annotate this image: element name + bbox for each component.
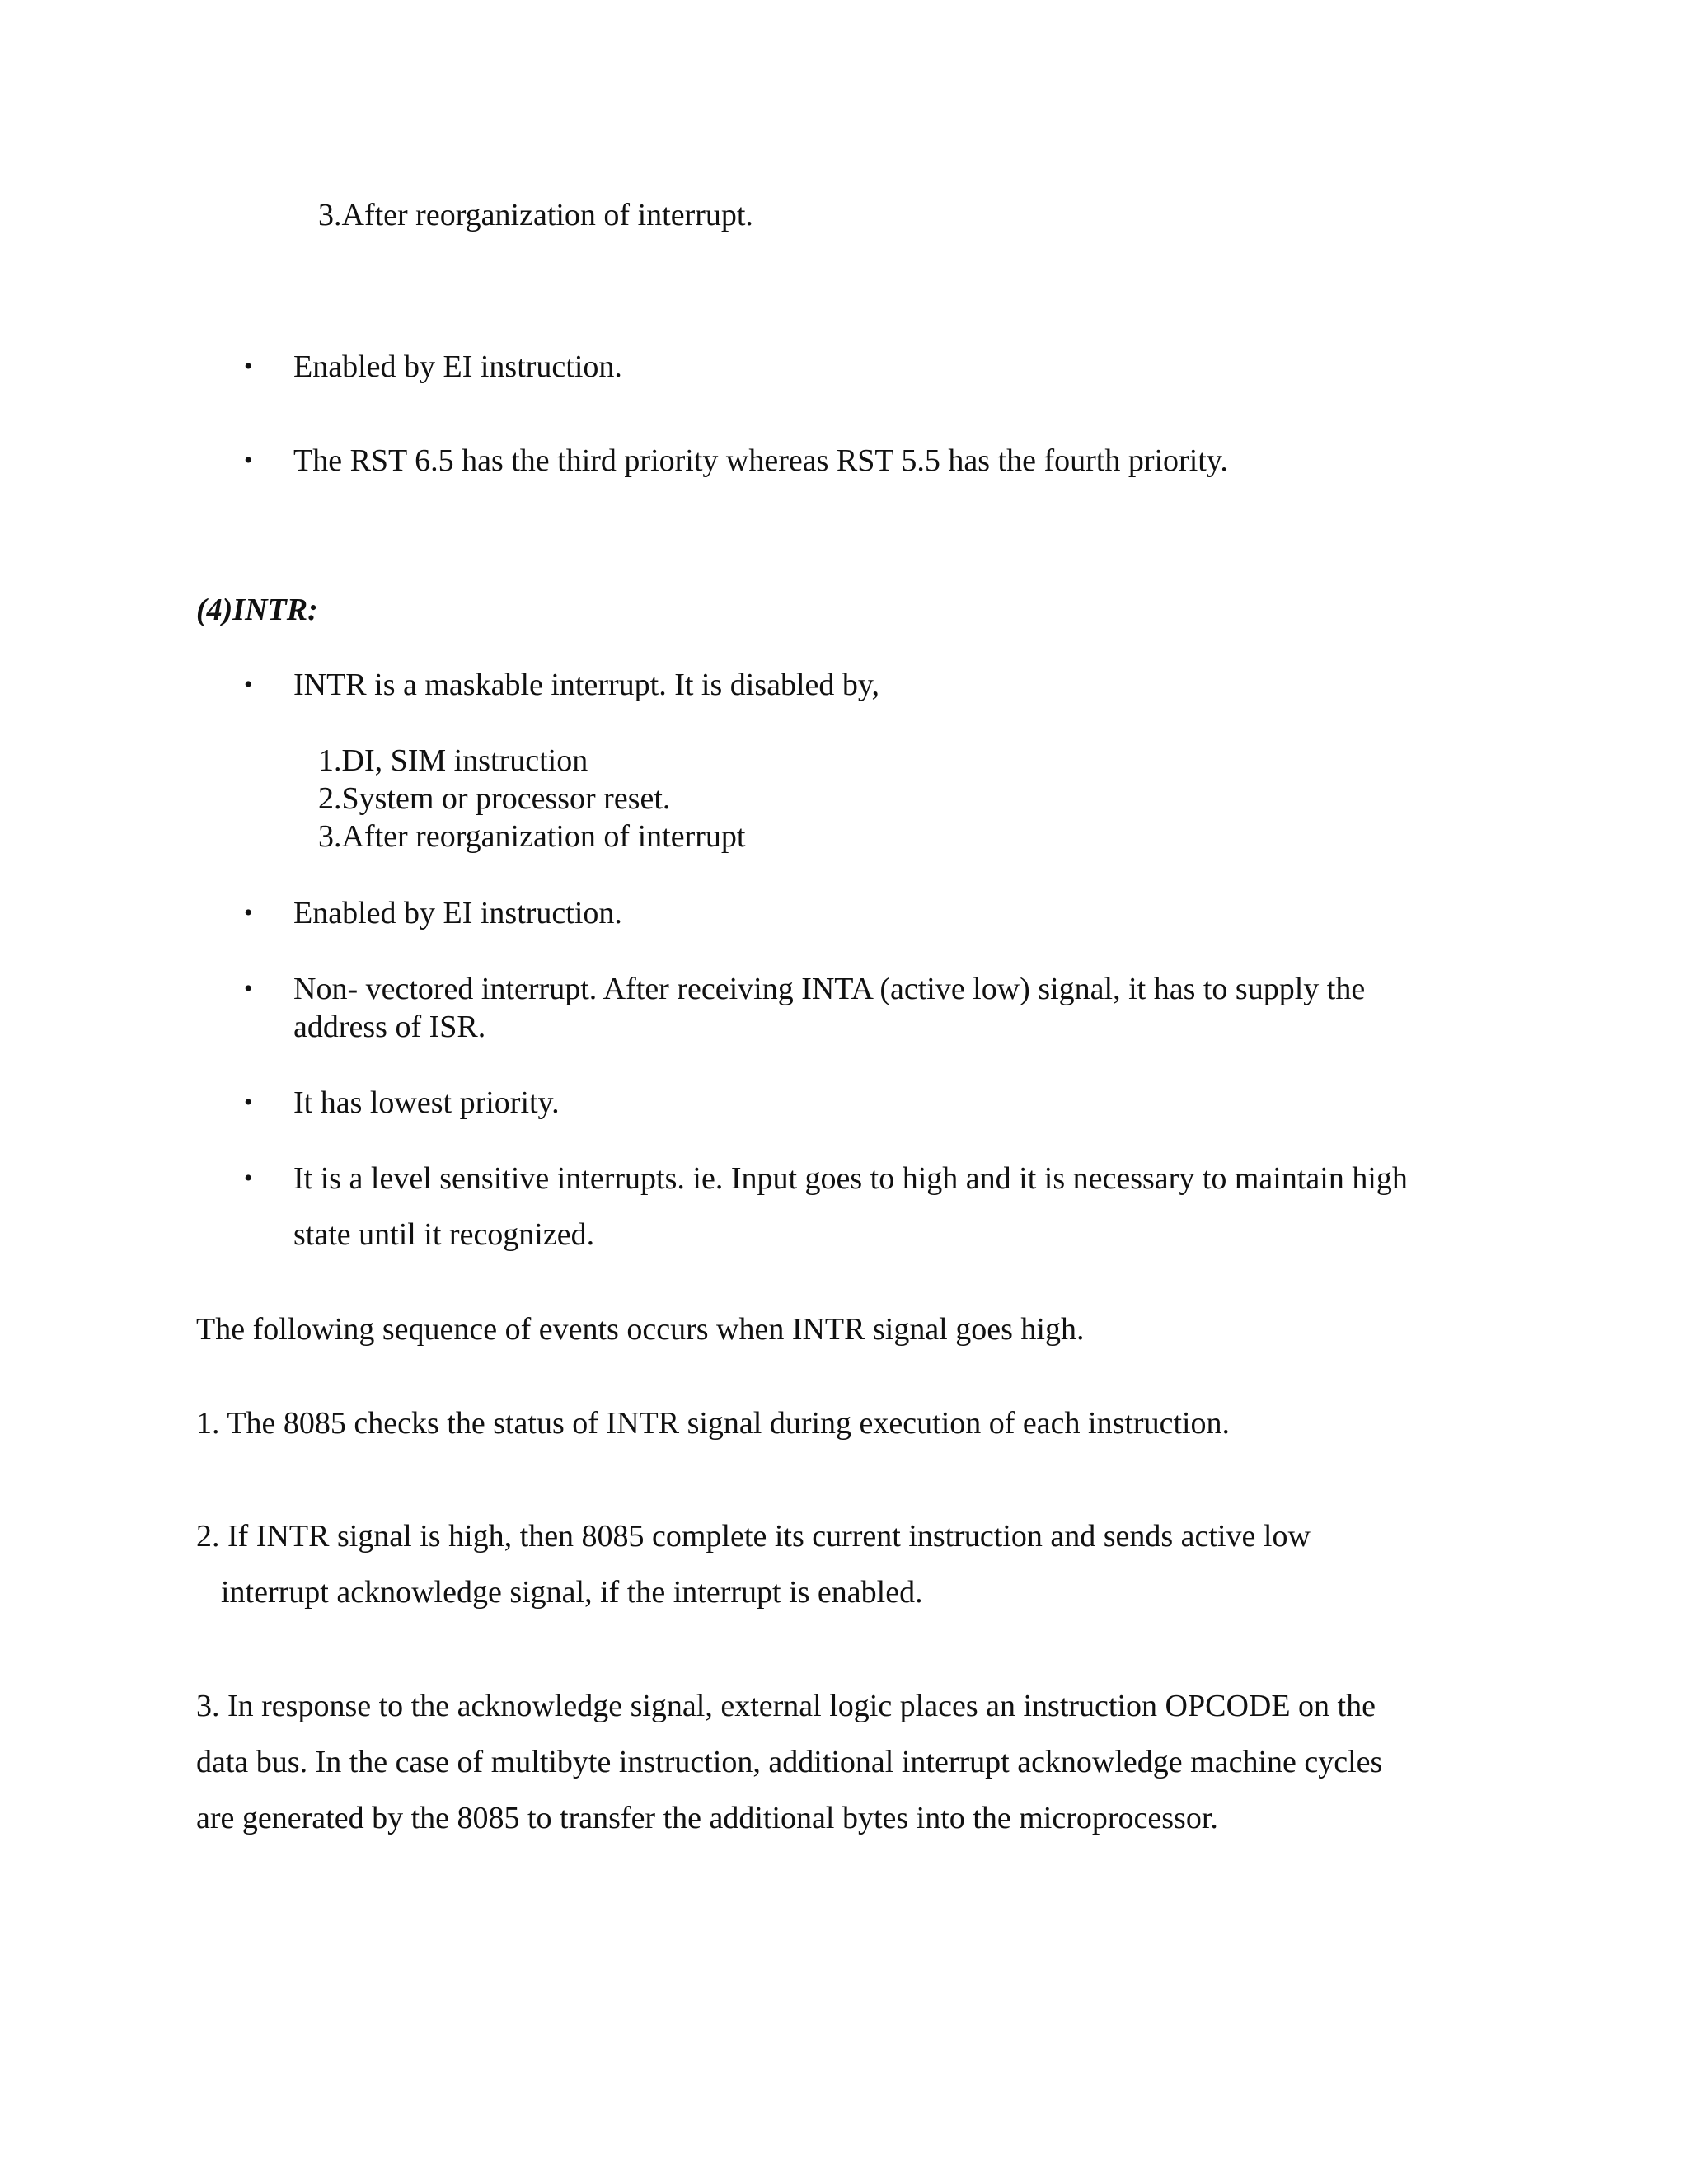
bullet-enabled-by-ei: Enabled by EI instruction. xyxy=(293,349,622,384)
bullet-non-vectored-line1: Non- vectored interrupt. After receiving INTA (active low) signal, it has to supply the xyxy=(293,972,1366,1006)
sequence-intro: The following sequence of events occurs when INTR signal goes high. xyxy=(196,1312,1085,1347)
bullet-glyph: • xyxy=(244,1165,253,1192)
sequence-step-3-line3: are generated by the 8085 to transfer the additional bytes into the microprocessor. xyxy=(196,1801,1218,1835)
sequence-step-3-line2: data bus. In the case of multibyte instruction, additional interrupt acknowledge machine cycles xyxy=(196,1745,1383,1779)
list-item-di-sim: 1.DI, SIM instruction xyxy=(318,743,588,778)
bullet-lowest-priority: It has lowest priority. xyxy=(293,1085,560,1120)
bullet-glyph: • xyxy=(244,899,253,926)
bullet-glyph: • xyxy=(244,447,253,474)
bullet-level-sensitive-line2: state until it recognized. xyxy=(293,1217,595,1252)
sequence-step-2-line2: interrupt acknowledge signal, if the interrupt is enabled. xyxy=(221,1575,923,1610)
list-item-after-reorganization: 3.After reorganization of interrupt. xyxy=(318,198,753,232)
list-item-after-reorganization: 3.After reorganization of interrupt xyxy=(318,819,746,854)
bullet-level-sensitive-line1: It is a level sensitive interrupts. ie. Input goes to high and it is necessary to maintain high xyxy=(293,1161,1408,1196)
bullet-glyph: • xyxy=(244,1089,253,1116)
sequence-step-3-line1: 3. In response to the acknowledge signal, external logic places an instruction OPCODE on the xyxy=(196,1689,1376,1723)
bullet-intr-enabled-by-ei: Enabled by EI instruction. xyxy=(293,896,622,930)
bullet-intr-maskable: INTR is a maskable interrupt. It is disabled by, xyxy=(293,668,879,702)
bullet-non-vectored-line2: address of ISR. xyxy=(293,1010,486,1044)
sequence-step-1: 1. The 8085 checks the status of INTR signal during execution of each instruction. xyxy=(196,1406,1231,1441)
sequence-step-2-line1: 2. If INTR signal is high, then 8085 complete its current instruction and sends active low xyxy=(196,1519,1311,1554)
list-item-system-reset: 2.System or processor reset. xyxy=(318,781,671,816)
bullet-glyph: • xyxy=(244,353,253,380)
bullet-glyph: • xyxy=(244,975,253,1002)
section-heading-intr: (4)INTR: xyxy=(196,593,318,627)
bullet-glyph: • xyxy=(244,671,253,698)
bullet-rst-priority: The RST 6.5 has the third priority whereas RST 5.5 has the fourth priority. xyxy=(293,443,1228,478)
